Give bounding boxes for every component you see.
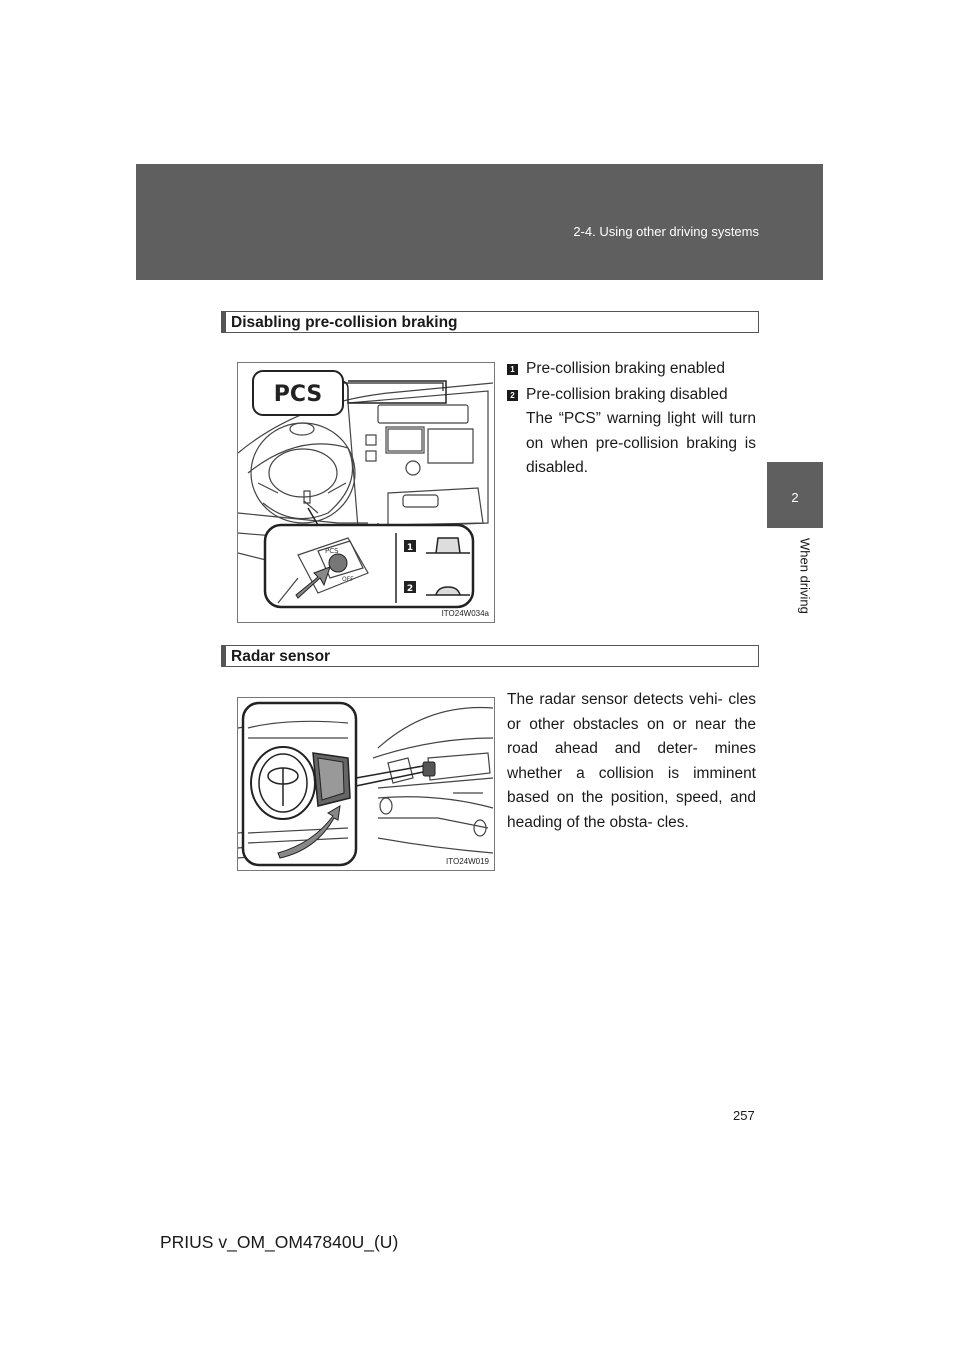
switch-label-off: OFF: [342, 576, 354, 583]
figure-id: ITO24W019: [446, 857, 489, 866]
list-item-disabled: [507, 385, 728, 405]
page-number: 257: [733, 1108, 755, 1123]
chapter-number: 2: [791, 490, 799, 505]
figure-id: ITO24W034a: [441, 609, 489, 618]
section-heading-radar: Radar sensor: [221, 645, 759, 667]
dashboard-drawing: [238, 363, 494, 622]
pcs-callout-text: PCS: [273, 382, 323, 407]
detail-badge-1: 1: [406, 543, 414, 553]
item-text: Pre-collision braking disabled: [526, 386, 728, 403]
switch-label-pcs: PCS: [325, 547, 339, 555]
radar-sensor-illustration: [237, 697, 495, 871]
chapter-tab: [767, 462, 823, 528]
radar-drawing: [238, 698, 494, 870]
list-item-enabled: [507, 359, 725, 379]
breadcrumb: 2-4. Using other driving systems: [573, 224, 759, 239]
pcs-note: The “PCS” warning light will turn on when pre-collision braking is disabled.: [526, 410, 756, 476]
radar-description: The radar sensor detects vehi- cles or other obstacles on or near the road ahead and deter- mines whether a collision is imminent based on the position, speed, and heading of the obsta- cles.: [507, 691, 756, 831]
chapter-label: When driving: [797, 538, 813, 614]
badge-1: 1: [507, 364, 518, 375]
footer-doc-id: PRIUS v_OM_OM47840U_(U): [160, 1232, 399, 1252]
item-text: Pre-collision braking enabled: [526, 360, 726, 377]
pcs-switch-illustration: [237, 362, 495, 623]
detail-badge-2: 2: [406, 584, 414, 594]
header-band: [136, 164, 823, 280]
section-heading-pcs: Disabling pre-collision braking: [221, 311, 759, 333]
badge-2: 2: [507, 390, 518, 401]
